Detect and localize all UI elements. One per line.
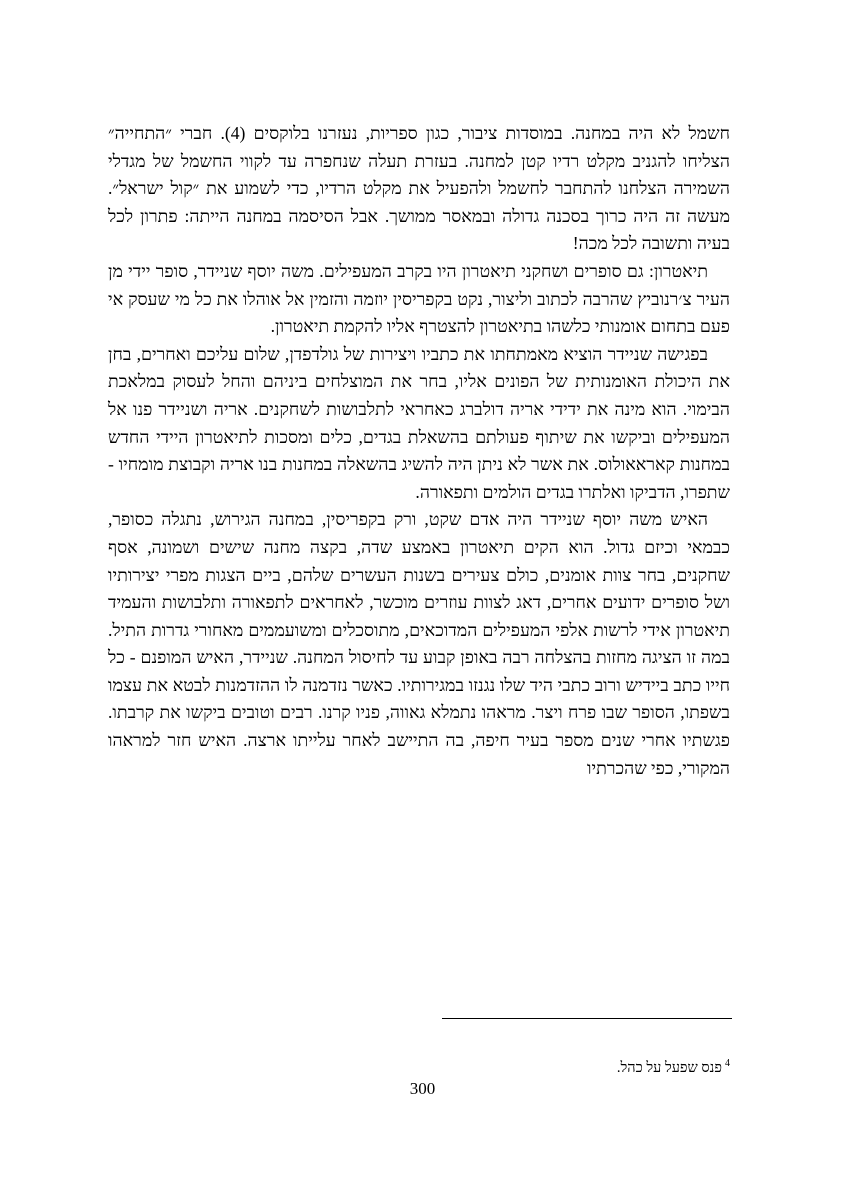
paragraph-schneider: האיש משה יוסף שניידר היה אדם שקט, ורק בקפריסין, במחנה הגירוש, נתגלה כסופר, כבמאי וכיזם גדול. הוא הקים תיאטרון באמצע שדה, בקצה מחנה שישים ושמונה, אסף שחקנים, בחר צוות אומנים, כולם צעירים בשנות העשרים שלהם, ביים הצגות מפרי יצירותיו ושל סופרים ידועים אחרים, דאג לצוות עוזרים מוכשר, לאחראים לתפאורה ותלבושות והעמיד תיאטרון אידי לרשות אלפי המעפילים המדוכאים, מתוסכלים ומשועממים מאחורי גדרות התיל. במה זו הציגה מחזות בהצלחה רבה באופן קבוע עד לחיסול המחנה. שניידר, האיש המופנם - כל חייו כתב ביידיש ורוב כתבי היד שלו נגנזו במגירותיו. כאשר נזדמנה לו ההזדמנות לבטא את עצמו בשפתו, הסופר שבו פרח ויצר. מראהו נתמלא גאווה, פניו קרנו. רבים וטובים ביקשו את קרבתו. פגשתיו אחרי שנים מספר בעיר חיפה, בה התיישב לאחר עלייתו ארצה. האיש חזר למראהו המקורי, כפי שהכרתיו — [108, 509, 730, 778]
footnote-marker: 4 — [725, 1058, 730, 1069]
paragraph-electricity: חשמל לא היה במחנה. במוסדות ציבור, כגון ספריות, נעזרנו בלוקסים (4). חברי ״התחייה״ הצליחו להגניב מקלט רדיו קטן למחנה. בעזרת תעלה שנחפרה עד לקווי החשמל של מגדלי השמירה הצלחנו להתחבר לחשמל ולהפעיל את מקלט הרדיו, כדי לשמוע את ״קול ישראל״. מעשה זה היה כרוך בסכנה גדולה ובמאסר ממושך. אבל הסיסמה במחנה הייתה: פתרון לכל בעיה ותשובה לכל מכה! — [108, 123, 730, 254]
paragraph-meeting: בפגישה שניידר הוציא מאמתחתו את כתביו ויצירות של גולדפדן, שלום עליכם ואחרים, בחן את היכולת האומנותית של הפונים אליו, בחר את המוצלחים ביניהם והחל לעסוק במלאכת הבימוי. הוא מינה את ידידי אריה דולברג כאחראי לתלבושות לשחקנים. אריה ושניידר פנו אל המעפילים וביקשו את שיתוף פעולתם בהשאלת בגדים, כלים ומסכות לתיאטרון היידי החדש במחנות קאראאולוס. את אשר לא ניתן היה להשיג בהשאלה במחנות בנו אריה וקבוצת מומחיו - שתפרו, הדביקו ואלתרו בגדים הולמים ותפאורה. — [108, 343, 730, 502]
body-text — [108, 120, 730, 782]
paragraph-theater: תיאטרון: גם סופרים ושחקני תיאטרון היו בקרב המעפילים. משה יוסף שניידר, סופר יידי מן העיר צ׳רנוביץ שהרבה לכתוב וליצור, נקט בקפריסין יוזמה והזמין אל אוהלו את כל מי שעסק אי פעם בתחום אומנותי כלשהו בתיאטרון להצטרף אליו להקמת תיאטרון. — [108, 260, 730, 337]
footnote-text: פנס שפעל על כהל. — [616, 1059, 722, 1076]
footnote — [617, 1054, 730, 1078]
page-number: 300 — [409, 1079, 436, 1098]
footnote-separator — [442, 1018, 732, 1019]
